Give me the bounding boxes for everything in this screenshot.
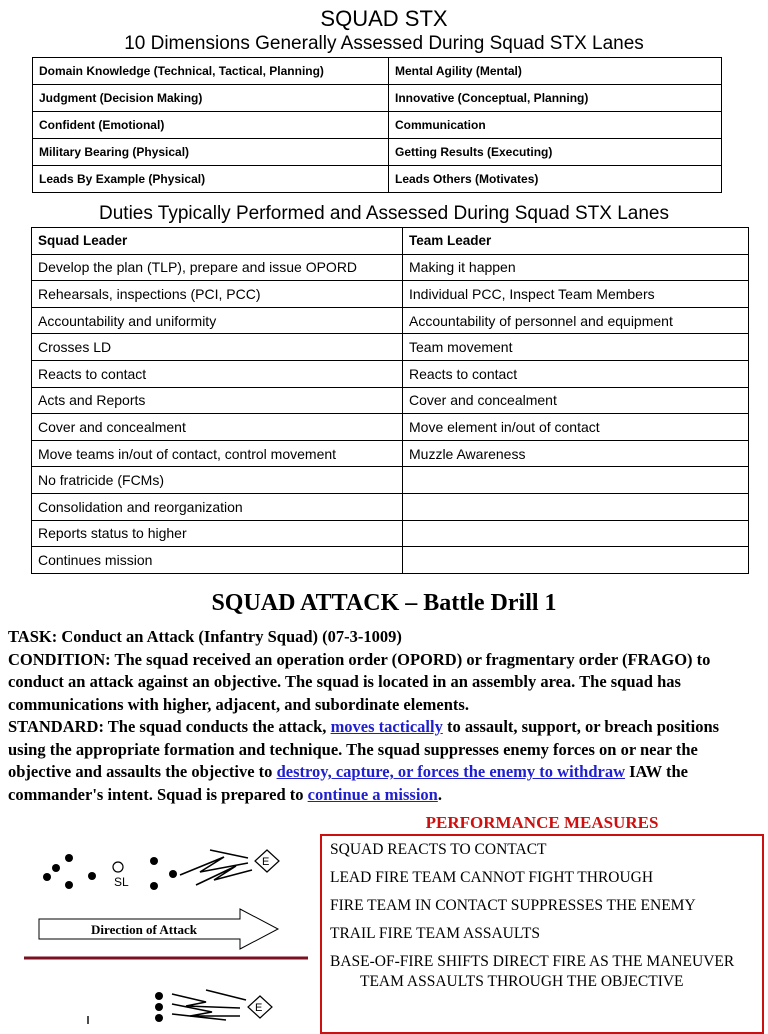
dimension-cell: Mental Agility (Mental) [389,58,722,85]
duty-row [32,414,749,441]
fire-arrows-bottom [172,990,246,1020]
direction-of-attack-arrow [39,909,278,949]
squad-leader-duty-cell: Develop the plan (TLP), prepare and issue OPORD [32,254,403,281]
continue-mission-link[interactable]: continue a mission [307,784,438,804]
squad-leader-label: SL [114,875,129,889]
fire-arrows-top [180,850,252,885]
team-leader-duty-cell [403,493,749,520]
team-leader-duty-cell: Making it happen [403,254,749,281]
dimension-row [33,58,722,85]
enemy-symbol-top [255,850,279,872]
dimensions-table [32,57,722,193]
dimension-cell: Innovative (Conceptual, Planning) [389,85,722,112]
squad-leader-duty-cell: Reports status to higher [32,520,403,547]
dimension-cell: Communication [389,112,722,139]
team-leader-duty-cell [403,467,749,494]
squad-formation-top [43,854,177,890]
dimension-cell: Confident (Emotional) [33,112,389,139]
dimension-row [33,166,722,193]
dimension-cell: Leads Others (Motivates) [389,166,722,193]
team-leader-duty-cell: Individual PCC, Inspect Team Members [403,281,749,308]
moves-tactically-link[interactable]: moves tactically [330,717,443,736]
standard-part-1: STANDARD: The squad conducts the attack, [8,717,331,736]
enemy-label-bottom: E [255,1002,263,1014]
dimension-cell: Getting Results (Executing) [389,139,722,166]
duties-table [31,227,749,574]
performance-measures-title: PERFORMANCE MEASURES [425,813,659,832]
performance-measure-item: BASE-OF-FIRE SHIFTS DIRECT FIRE AS THE MANEUVER TEAM ASSAULTS THROUGH THE OBJECTIVE [330,953,735,990]
squad-leader-duty-cell: Accountability and uniformity [32,307,403,334]
duty-row [32,360,749,387]
team-leader-duty-cell: Cover and concealment [403,387,749,414]
duty-row [32,334,749,361]
squad-leader-duty-cell: Acts and Reports [32,387,403,414]
duty-row [32,440,749,467]
squad-leader-duty-cell: Continues mission [32,547,403,574]
duty-row [32,254,749,281]
dimension-cell: Leads By Example (Physical) [33,166,389,193]
dimension-cell: Military Bearing (Physical) [33,139,389,166]
duty-row [32,281,749,308]
standard-part-3: IAW the commander's intent. Squad is prepared to [8,762,688,804]
team-leader-duty-cell: Reacts to contact [403,360,749,387]
duties-header-row [32,228,749,255]
squad-leader-duty-cell: Rehearsals, inspections (PCI, PCC) [32,281,403,308]
dimension-row [33,85,722,112]
dimensions-subtitle: 10 Dimensions Generally Assessed During Squad STX Lanes [124,33,644,54]
page-title: SQUAD STX [320,6,448,31]
duty-row [32,493,749,520]
duty-row [32,387,749,414]
squad-leader-duty-cell: Consolidation and reorganization [32,493,403,520]
team-leader-duty-cell: Team movement [403,334,749,361]
squad-leader-symbol [113,862,123,872]
squad-formation-bottom [88,992,163,1024]
team-leader-duty-cell: Move element in/out of contact [403,414,749,441]
performance-measures-box [320,834,764,1034]
squad-leader-duty-cell: Cover and concealment [32,414,403,441]
dimension-cell: Domain Knowledge (Technical, Tactical, Planning) [33,58,389,85]
duties-subtitle: Duties Typically Performed and Assessed During Squad STX Lanes [99,203,669,224]
squad-leader-duty-cell: Reacts to contact [32,360,403,387]
squad-leader-duty-cell: No fratricide (FCMs) [32,467,403,494]
condition-text: CONDITION: The squad received an operation order (OPORD) or fragmentary order (FRAGO) to conduct an attack against an objective. The squad is located in an assembly area. The squad has communications with higher, adjacent, and subordinate elements. [8,649,711,714]
duty-row [32,520,749,547]
column-header-team-leader: Team Leader [403,228,749,255]
column-header-squad-leader: Squad Leader [32,228,403,255]
enemy-symbol-bottom [248,996,272,1018]
standard-part-4: . [437,784,442,804]
dimension-row [33,139,722,166]
task-text: TASK: Conduct an Attack (Infantry Squad) (07-3-1009) [8,627,402,646]
squad-leader-duty-cell: Crosses LD [32,334,403,361]
standard-part-2: to assault, support, or breach positions using the appropriate formation and technique. The squad suppresses enemy forces on or near the objective and assaults the objective to [8,717,720,781]
enemy-label-top: E [262,856,270,868]
team-leader-duty-cell: Muzzle Awareness [403,440,749,467]
team-leader-duty-cell: Accountability of personnel and equipment [403,307,749,334]
team-leader-duty-cell [403,547,749,574]
squad-attack-diagram [0,830,315,1024]
dimension-cell: Judgment (Decision Making) [33,85,389,112]
duty-row [32,307,749,334]
dimension-row [33,112,722,139]
drill-title: SQUAD ATTACK – Battle Drill 1 [211,590,557,616]
performance-measure-item: LEAD FIRE TEAM CANNOT FIGHT THROUGH [330,869,654,886]
direction-of-attack-label: Direction of Attack [91,922,197,937]
duty-row [32,547,749,574]
squad-leader-duty-cell: Move teams in/out of contact, control movement [32,440,403,467]
task-block [8,626,760,806]
standard-text [8,716,760,806]
performance-measure-item: FIRE TEAM IN CONTACT SUPPRESSES THE ENEMY [330,897,696,914]
performance-measure-item: SQUAD REACTS TO CONTACT [330,841,547,858]
team-leader-duty-cell [403,520,749,547]
duty-row [32,467,749,494]
performance-measure-item: TRAIL FIRE TEAM ASSAULTS [330,925,540,942]
destroy-capture-link[interactable]: destroy, capture, or forces the enemy to withdraw [276,762,625,781]
